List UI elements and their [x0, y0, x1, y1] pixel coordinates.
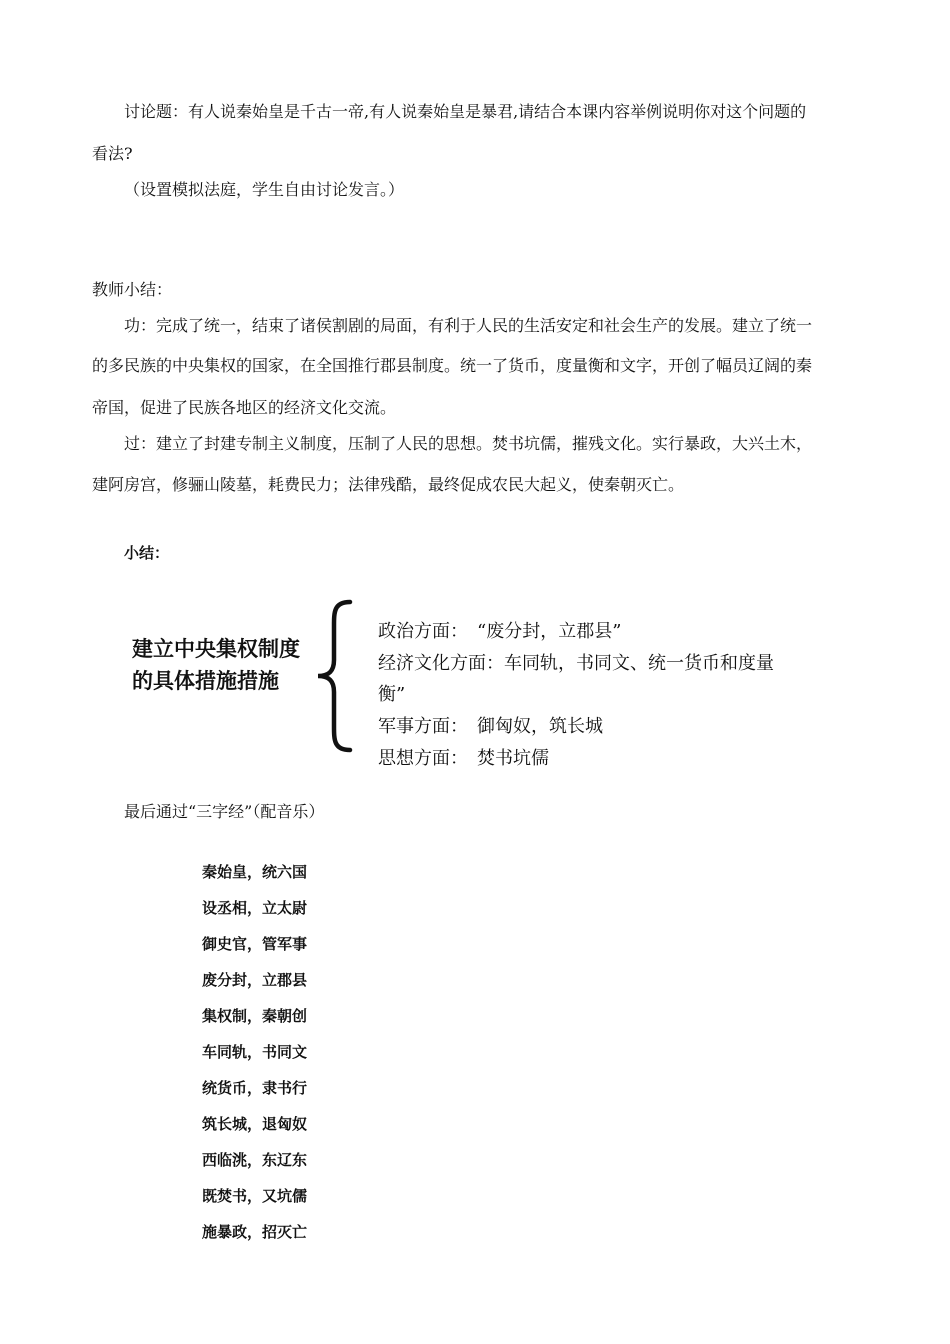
measure-economy-line2: 衡” — [378, 684, 406, 705]
poem-line: 废分封，立郡县 — [202, 971, 308, 989]
fault-line-2: 建阿房宫，修骊山陵墓，耗费民力；法律残酷，最终促成农民大起义，使秦朝灭亡。 — [92, 475, 685, 494]
poem-line: 集权制，秦朝创 — [202, 1007, 308, 1025]
summary-title-line2: 的具体措施措施 — [132, 669, 279, 693]
discussion-question-line1: 讨论题：有人说秦始皇是千古一帝,有人说秦始皇是暴君,请结合本课内容举例说明你对这个问题的 — [124, 102, 807, 121]
poem-line: 秦始皇，统六国 — [202, 863, 308, 881]
measure-thought: 思想方面： 焚书坑儒 — [378, 748, 549, 769]
poem-line: 车同轨，书同文 — [202, 1043, 308, 1061]
curly-brace-icon — [312, 598, 356, 754]
poem-line: 筑长城，退匈奴 — [202, 1115, 308, 1133]
measure-military: 军事方面： 御匈奴，筑长城 — [378, 716, 603, 737]
discussion-question-line2: 看法? — [92, 144, 133, 163]
poem-line: 统货币，隶书行 — [202, 1079, 308, 1097]
poem-line: 既焚书，又坑儒 — [202, 1187, 308, 1205]
poem-line: 施暴政，招灭亡 — [202, 1223, 308, 1241]
poem-line: 西临洮，东辽东 — [202, 1151, 308, 1169]
poem-line: 御史官，管军事 — [202, 935, 308, 953]
merit-line-1: 功：完成了统一，结束了诸侯割剧的局面，有利于人民的生活安定和社会生产的发展。建立了统一 — [124, 316, 813, 335]
poem-line: 设丞相，立太尉 — [202, 899, 308, 917]
closing-line: 最后通过“三字经”（配音乐） — [124, 802, 325, 821]
measure-politics: 政治方面： “废分封，立郡县” — [378, 621, 622, 642]
teacher-summary-heading: 教师小结： — [92, 280, 173, 299]
summary-title — [132, 633, 300, 697]
fault-line-1: 过：建立了封建专制主义制度，压制了人民的思想。焚书坑儒，摧残文化。实行暴政，大兴土木， — [124, 434, 813, 453]
merit-line-3: 帝国，促进了民族各地区的经济文化交流。 — [92, 398, 397, 417]
discussion-note: （设置模拟法庭，学生自由讨论发言。） — [124, 180, 405, 199]
measure-economy-line1: 经济文化方面：车同轨，书同文、统一货币和度量 — [378, 653, 774, 674]
summary-title-line1: 建立中央集权制度 — [132, 637, 300, 661]
merit-line-2: 的多民族的中央集权的国家，在全国推行郡县制度。统一了货币，度量衡和文字，开创了幅员辽阔的秦 — [92, 356, 813, 375]
summary-heading: 小结： — [124, 544, 170, 562]
